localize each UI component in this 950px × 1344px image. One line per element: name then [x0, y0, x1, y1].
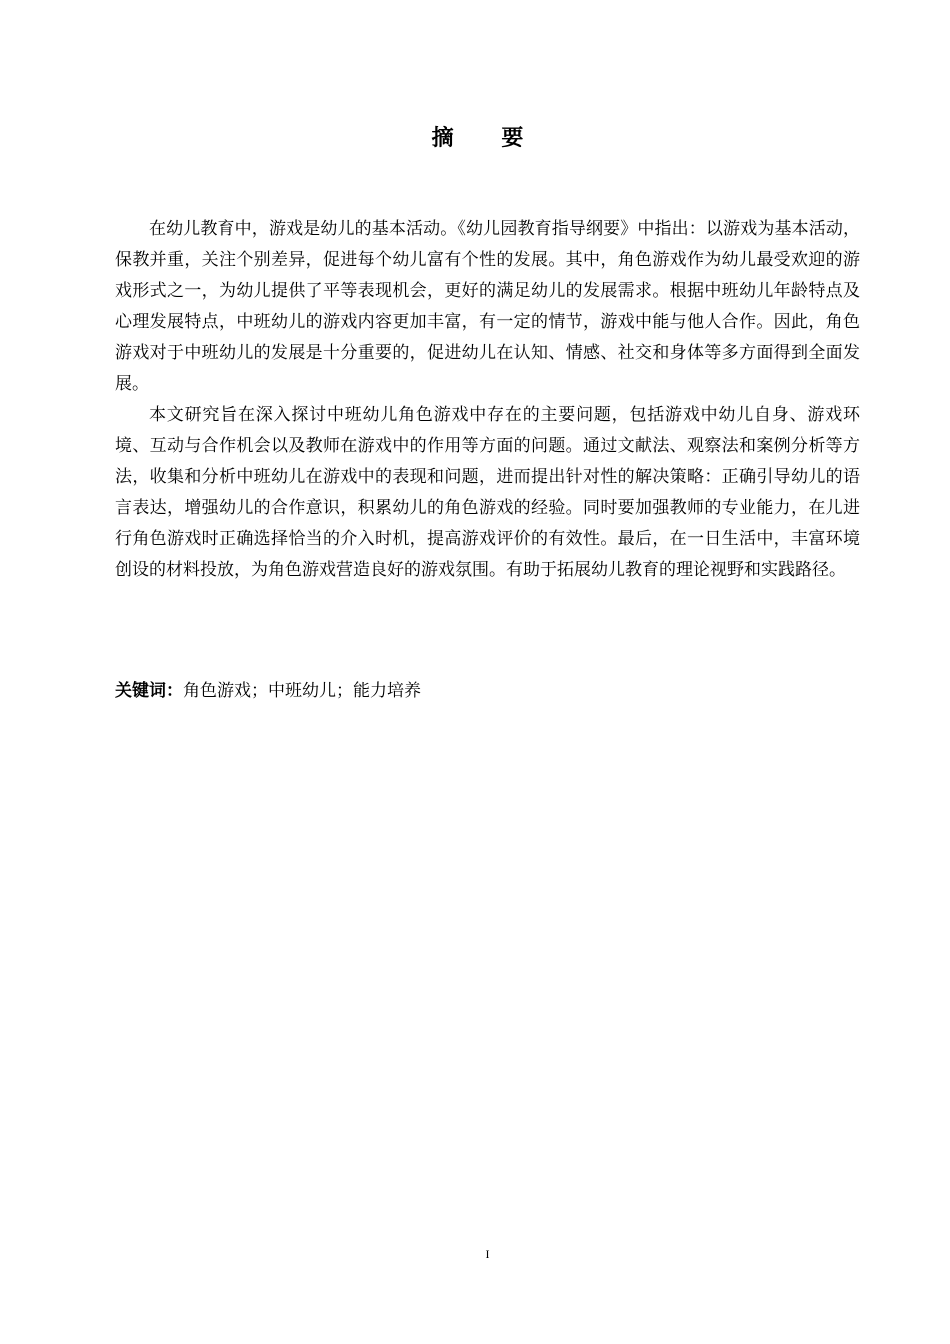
abstract-paragraph-1: 在幼儿教育中，游戏是幼儿的基本活动。《幼儿园教育指导纲要》中指出：以游戏为基本活动，保教并重，关注个别差异，促进每个幼儿富有个性的发展。其中，角色游戏作为幼儿最受欢迎的游戏形式之一，为幼儿提供了平等表现机会，更好的满足幼儿的发展需求。根据中班幼儿年龄特点及心理发展特点，中班幼儿的游戏内容更加丰富，有一定的情节，游戏中能与他人合作。因此，角色游戏对于中班幼儿的发展是十分重要的，促进幼儿在认知、情感、社交和身体等多方面得到全面发展。 — [115, 219, 860, 394]
keywords-label: 关键词： — [115, 681, 183, 701]
page-number: I — [485, 1247, 490, 1261]
abstract-paragraph-2: 本文研究旨在深入探讨中班幼儿角色游戏中存在的主要问题，包括游戏中幼儿自身、游戏环境、互动与合作机会以及教师在游戏中的作用等方面的问题。通过文献法、观察法和案例分析等方法，收集和分析中班幼儿在游戏中的表现和问题，进而提出针对性的解决策略：正确引导幼儿的语言表达，增强幼儿的合作意识，积累幼儿的角色游戏的经验。同时要加强教师的专业能力，在儿进行角色游戏时正确选择恰当的介入时机，提高游戏评价的有效性。最后，在一日生活中，丰富环境创设的材料投放，为角色游戏营造良好的游戏氛围。有助于拓展幼儿教育的理论视野和实践路径。 — [115, 405, 860, 580]
keywords-list: 角色游戏；中班幼儿；能力培养 — [183, 681, 421, 701]
keywords-line — [115, 676, 860, 707]
page-title: 摘 要 — [431, 126, 544, 151]
abstract-body — [115, 214, 860, 586]
